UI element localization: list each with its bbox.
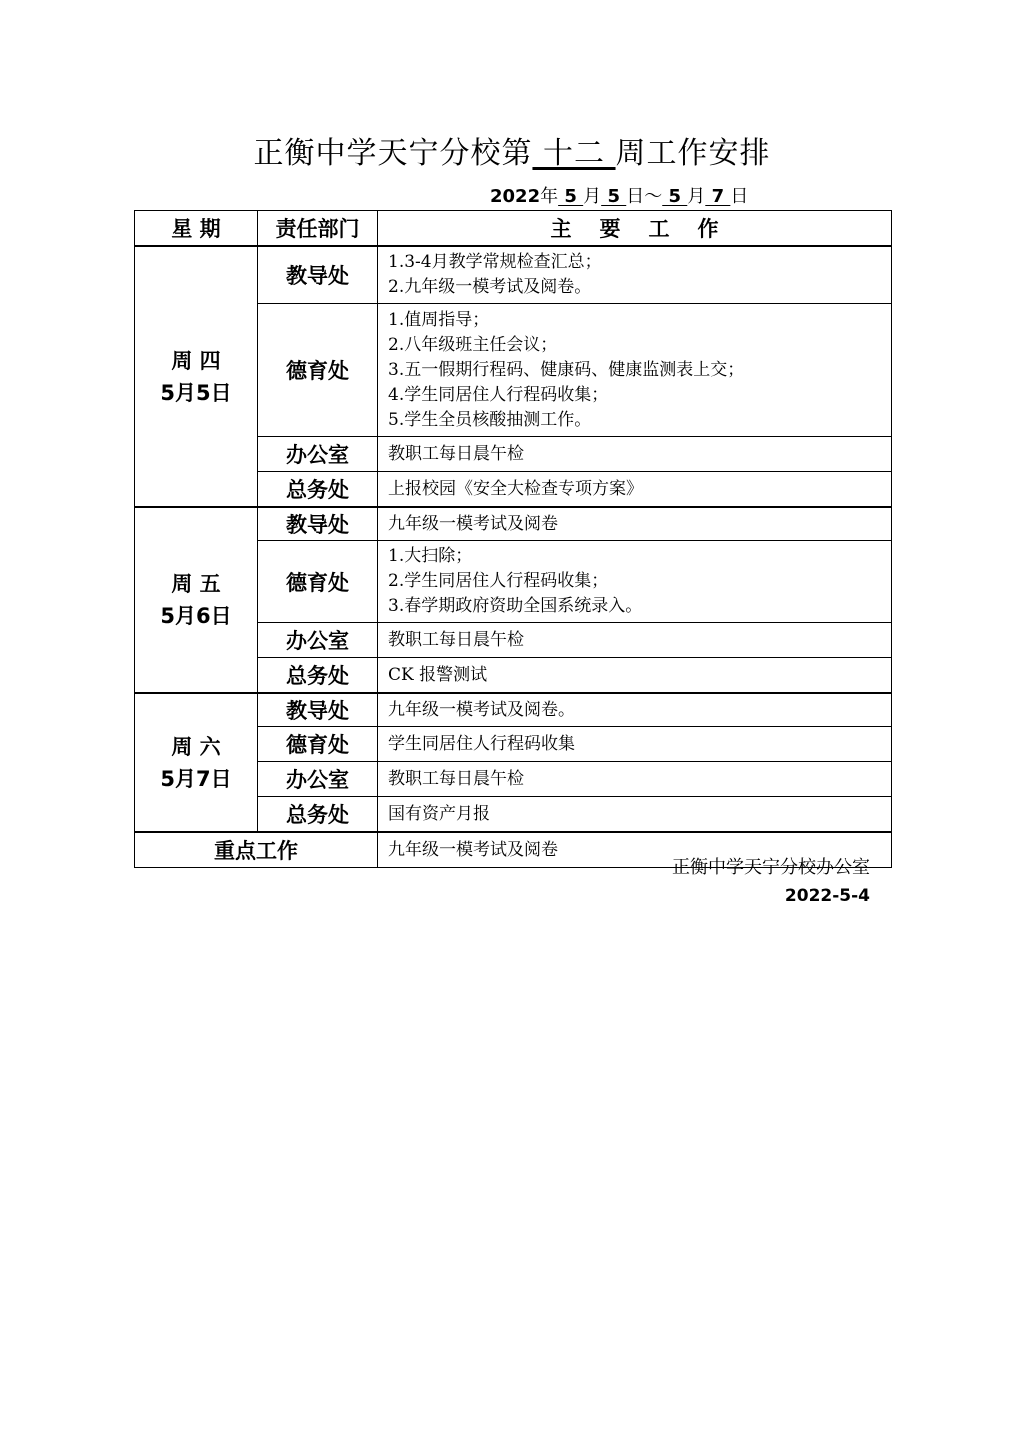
- work-cell: [378, 437, 892, 472]
- date-end-month: 5: [662, 186, 688, 207]
- weekday-date: 5月5日: [160, 380, 232, 405]
- work-item: 国有资产月报: [388, 803, 490, 824]
- work-cell: [378, 727, 892, 762]
- weekday-date: 5月6日: [160, 604, 232, 628]
- date-range: [490, 182, 748, 208]
- work-item: 5.学生全员核酸抽测工作。: [388, 409, 592, 430]
- department-cell: 总务处: [258, 658, 378, 694]
- work-item: 教职工每日晨午检: [388, 443, 524, 464]
- title-suffix: 周工作安排: [615, 136, 771, 171]
- department-cell: 办公室: [258, 762, 378, 797]
- department-cell: 办公室: [258, 623, 378, 658]
- weekday-cell: [135, 507, 258, 693]
- work-item: 学生同居住人行程码收集: [388, 733, 575, 754]
- work-cell: [378, 472, 892, 508]
- work-item: 教职工每日晨午检: [388, 629, 524, 650]
- work-item: 1.大扫除；: [388, 546, 473, 566]
- work-cell: [378, 762, 892, 797]
- work-cell: [378, 658, 892, 694]
- work-item: 4.学生同居住人行程码收集；: [388, 384, 609, 405]
- key-work-label: 重点工作: [135, 832, 378, 868]
- table-row: [135, 246, 892, 304]
- work-item: 2.九年级一模考试及阅卷。: [388, 277, 592, 297]
- work-item: 2.学生同居住人行程码收集；: [388, 571, 609, 591]
- department-cell: 德育处: [258, 304, 378, 437]
- department-cell: 总务处: [258, 797, 378, 833]
- work-cell: [378, 623, 892, 658]
- weekday-label: 周 六: [171, 734, 221, 759]
- work-cell: [378, 541, 892, 623]
- header-department: 责任部门: [258, 211, 378, 247]
- footer-date: 2022-5-4: [784, 886, 870, 906]
- work-item: 上报校园《安全大检查专项方案》: [388, 478, 643, 499]
- work-item: CK 报警测试: [388, 664, 488, 685]
- work-cell: [378, 304, 892, 437]
- date-ri-1: 日～: [626, 186, 663, 207]
- work-item: 3.五一假期行程码、健康码、健康监测表上交；: [388, 359, 745, 380]
- department-cell: 教导处: [258, 693, 378, 727]
- header-main-work: 主要工作: [378, 211, 892, 247]
- date-yue-1: 月: [583, 186, 602, 207]
- weekday-label: 周 五: [171, 572, 221, 596]
- work-cell: [378, 797, 892, 833]
- weekday-date: 5月7日: [160, 766, 232, 791]
- header-row: [135, 211, 892, 247]
- work-item: 九年级一模考试及阅卷: [388, 513, 558, 534]
- department-cell: 总务处: [258, 472, 378, 508]
- work-item: 教职工每日晨午检: [388, 768, 524, 789]
- work-item: 九年级一模考试及阅卷。: [388, 699, 575, 720]
- work-cell: [378, 693, 892, 727]
- department-cell: 德育处: [258, 727, 378, 762]
- work-cell: [378, 246, 892, 304]
- work-item: 3.春学期政府资助全国系统录入。: [388, 596, 643, 616]
- table-row: [135, 507, 892, 541]
- weekday-label: 周 四: [171, 348, 221, 373]
- weekday-cell: [135, 246, 258, 507]
- work-cell: [378, 507, 892, 541]
- date-start-month: 5: [558, 186, 584, 207]
- date-year: 2022: [490, 186, 541, 207]
- department-cell: 办公室: [258, 437, 378, 472]
- footer-organization: 正衡中学天宁分校办公室: [672, 857, 870, 878]
- date-end-day: 7: [705, 186, 731, 207]
- work-item: 1.3-4月教学常规检查汇总；: [388, 252, 602, 272]
- work-item: 2.八年级班主任会议；: [388, 334, 558, 355]
- department-cell: 德育处: [258, 541, 378, 623]
- date-ri-2: 日: [730, 186, 749, 207]
- date-nian: 年: [540, 186, 559, 207]
- title-week-number: 十二: [532, 136, 616, 171]
- work-item: 1.值周指导；: [388, 309, 490, 330]
- weekday-cell: [135, 693, 258, 832]
- key-work-content: 九年级一模考试及阅卷: [378, 832, 892, 868]
- date-yue-2: 月: [687, 186, 706, 207]
- schedule-table: [134, 210, 892, 868]
- page-title: [0, 128, 1024, 172]
- title-prefix: 正衡中学天宁分校第: [253, 136, 533, 171]
- header-weekday: 星 期: [135, 211, 258, 247]
- table-row: [135, 693, 892, 727]
- department-cell: 教导处: [258, 246, 378, 304]
- department-cell: 教导处: [258, 507, 378, 541]
- date-start-day: 5: [601, 186, 627, 207]
